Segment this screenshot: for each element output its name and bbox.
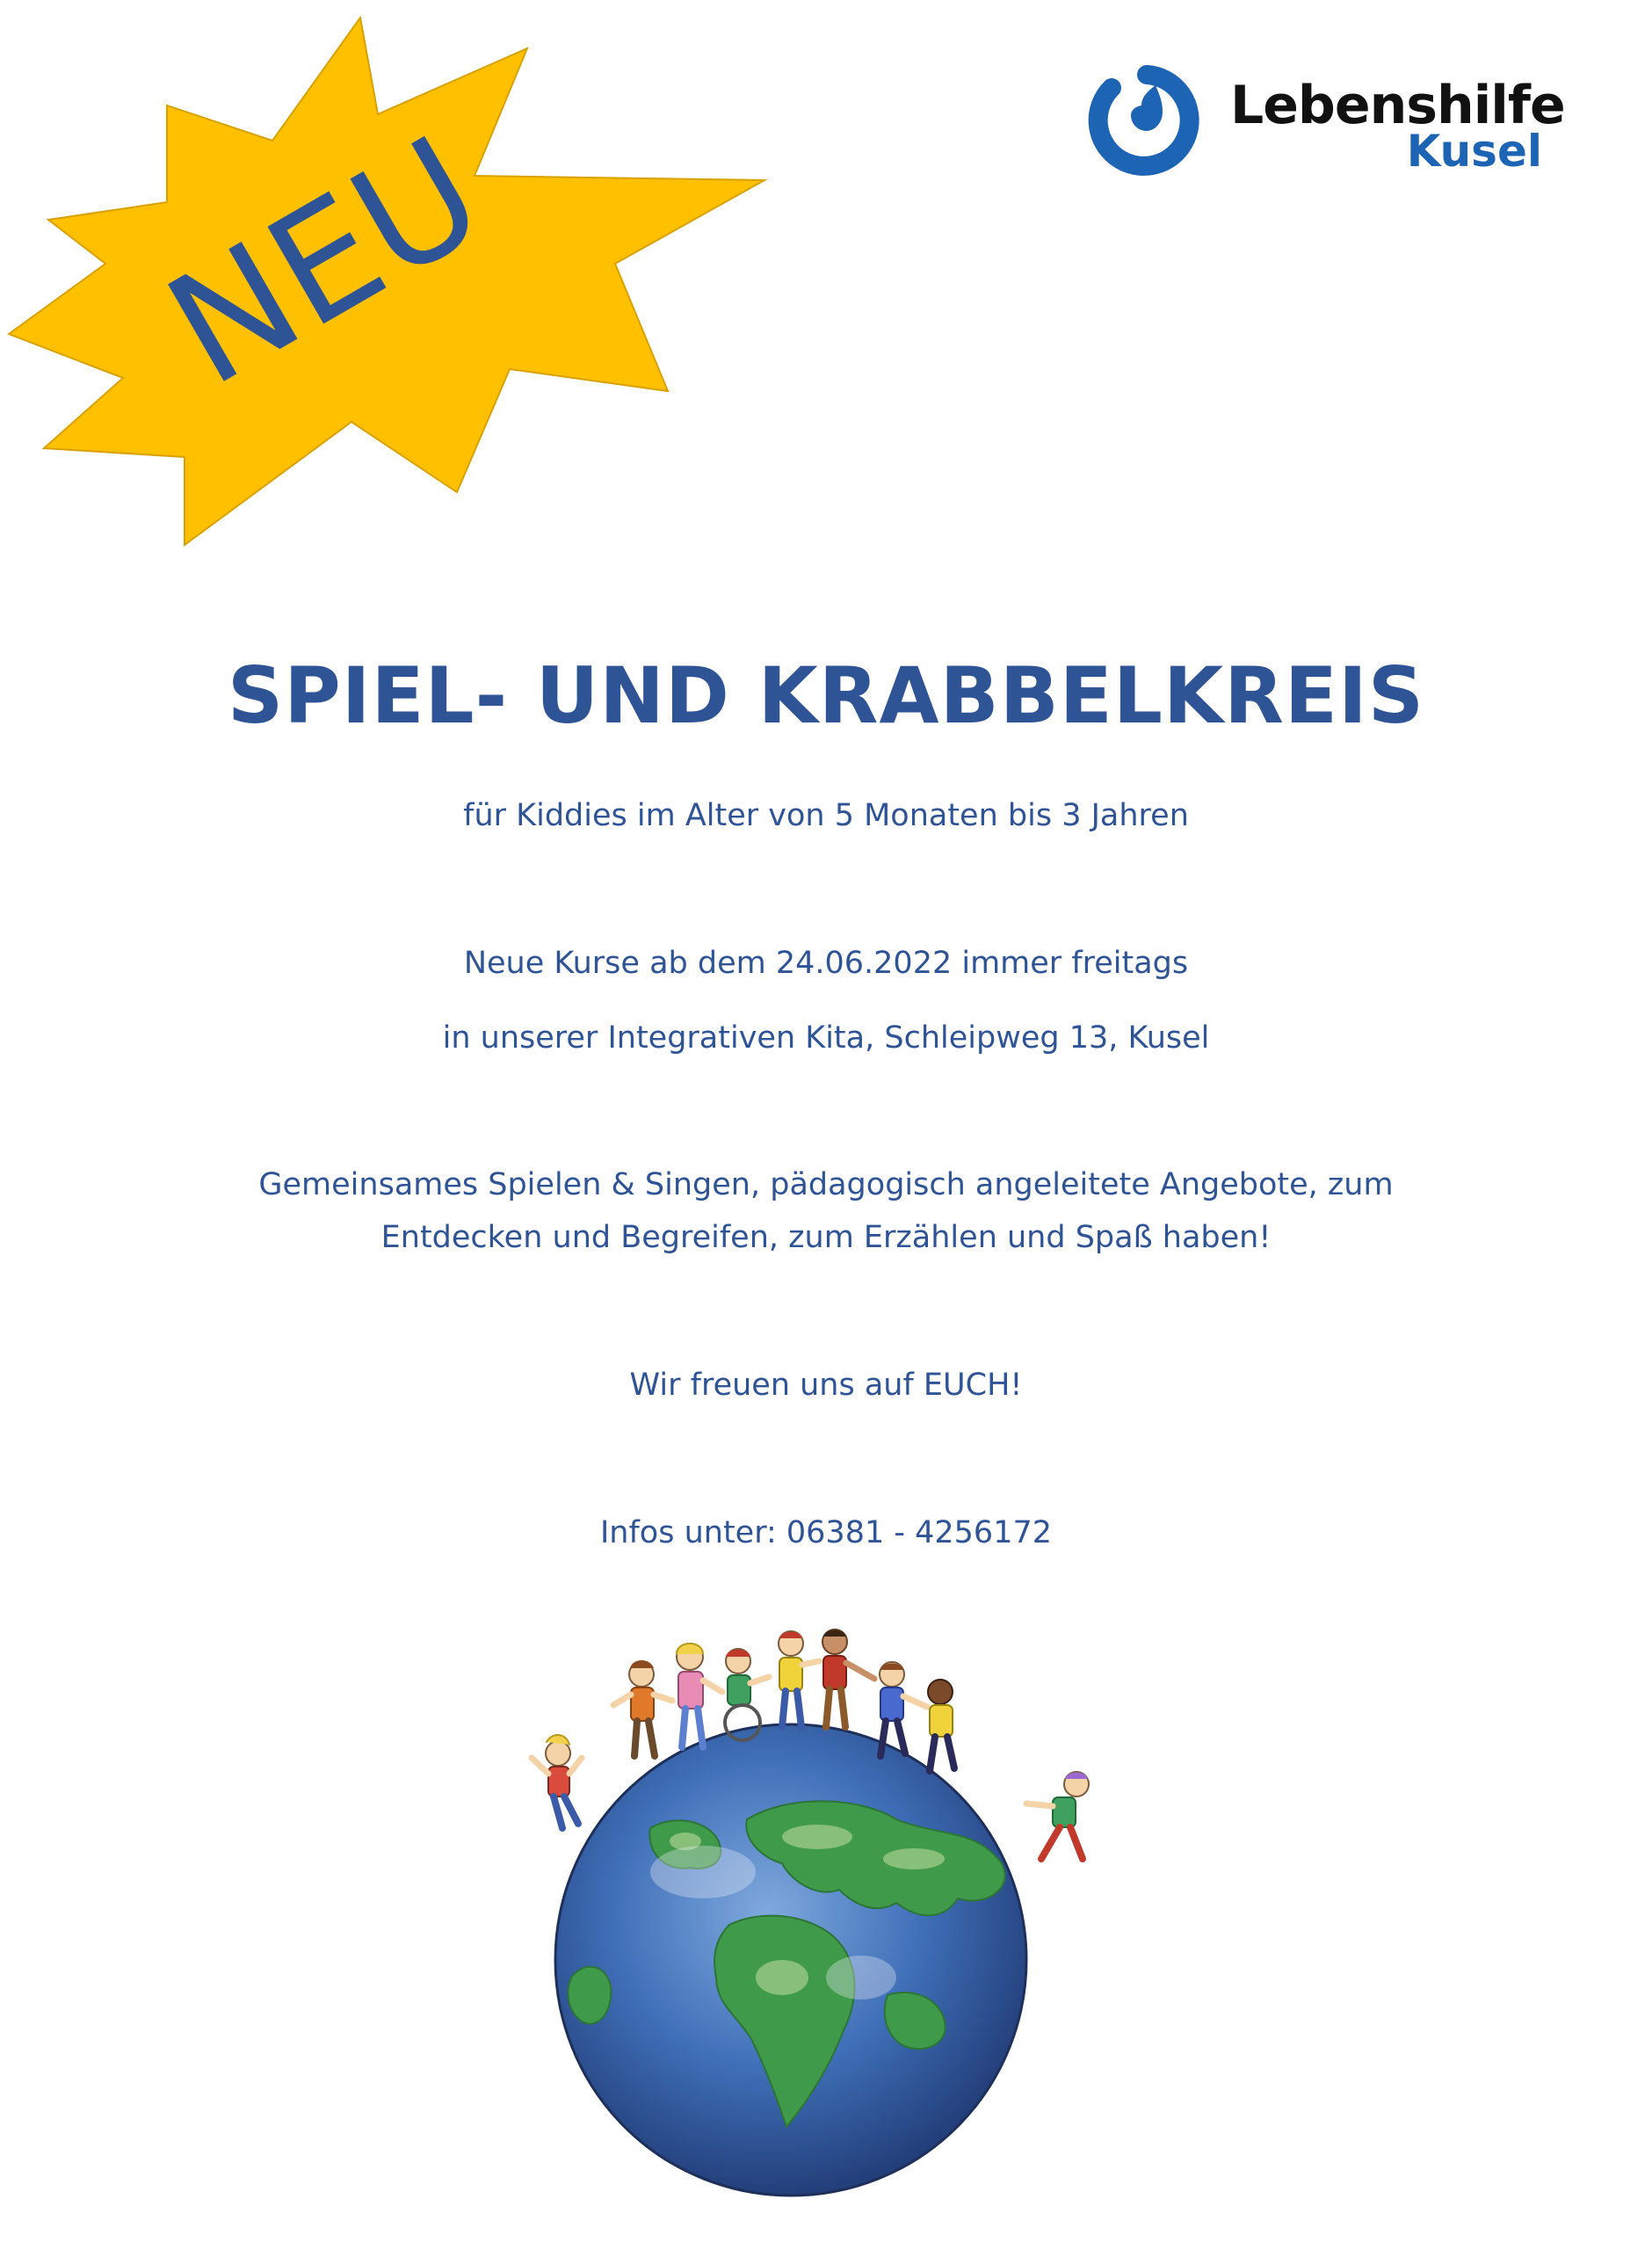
description-line-2: Entdecken und Begreifen, zum Erzählen und Spaß haben! — [380, 1220, 1272, 1255]
child-figure — [779, 1631, 819, 1727]
child-figure — [613, 1660, 672, 1756]
lebenshilfe-logo — [1076, 48, 1569, 189]
child-figure — [822, 1629, 874, 1727]
description-line-1: Gemeinsames Spielen & Singen, pädagogisch angeleitete Angebote, zum — [258, 1167, 1394, 1202]
child-figure — [532, 1735, 582, 1828]
course-dates-text: Neue Kurse ab dem 24.06.2022 immer freitags — [463, 946, 1189, 981]
logo-name: Lebenshilfe — [1230, 75, 1565, 136]
child-figure — [677, 1644, 722, 1747]
age-range-text: für Kiddies im Alter von 5 Monaten bis 3 Jahren — [463, 798, 1189, 833]
child-figure — [928, 1680, 954, 1771]
closing-text: Wir freuen uns auf EUCH! — [629, 1368, 1023, 1403]
location-text: in unserer Integrativen Kita, Schleipweg 13, Kusel — [442, 1020, 1210, 1056]
neu-text: NEU — [140, 104, 511, 421]
globe-children-illustration — [527, 1608, 1125, 2224]
logo-city: Kusel — [1406, 126, 1542, 177]
contact-info-text: Infos unter: 06381 - 4256172 — [599, 1515, 1052, 1550]
child-figure — [880, 1662, 927, 1756]
neu-starburst-badge — [0, 0, 791, 562]
page-title: SPIEL- UND KRABBELKREIS — [227, 650, 1425, 741]
child-figure — [1026, 1772, 1089, 1859]
lebenshilfe-mark-icon — [1076, 48, 1217, 189]
